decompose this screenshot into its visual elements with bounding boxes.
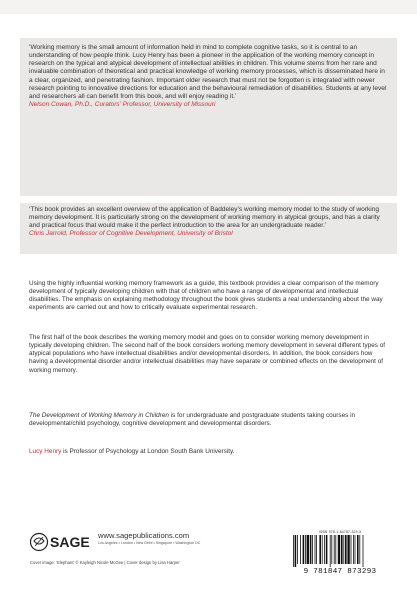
top-band	[0, 0, 417, 14]
audience-text: is for undergraduate and postgraduate students taking courses in developmental/child psychology, cognitive development and developmental disorders.	[29, 412, 356, 428]
quote-text: ‘Working memory is the small amount of information held in mind to complete cognitive tasks, so it is central to an understanding of how people think. Lucy Henry has been a pioneer in the application of the working memory concept in research on the typical and atypical development of intellectual abilities in children. This volume stems from her rare and invaluable combination of theoretical and practical knowledge of working memory processes, which is disseminated here in a clear, organized, and penetrating fashion. Important older research that must not be forgotten is integrated with newer research pointing to innovative directions for education and the behavioural remediation of disabilities. Students at any level and researchers all can benefit from this book, and will enjoy reading it.’	[29, 44, 387, 100]
cover-credits: Cover image: ‘Elephant’ © Kayleigh Nicole McGee | Cover design by Lisa Harper	[30, 560, 180, 565]
barcode-bar	[322, 535, 323, 564]
barcode-bar	[331, 535, 332, 564]
barcode-bar	[338, 535, 340, 564]
barcode-bar	[315, 535, 316, 564]
barcode-bar	[330, 535, 331, 567]
quote-attribution: Chris Jarrold, Professor of Cognitive Development, University of Bristol	[29, 230, 233, 238]
quote-block	[29, 206, 390, 239]
barcode-bar	[293, 535, 294, 567]
barcode-bar	[310, 535, 312, 564]
author-name: Lucy Henry	[29, 448, 62, 455]
barcode-bar	[297, 535, 298, 564]
publisher-url: www.sagepublications.com	[98, 531, 190, 540]
barcode-bar	[363, 535, 364, 567]
publisher-cities: Los Angeles • London • New Delhi • Singapore • Washington DC	[98, 541, 201, 545]
footer	[0, 520, 417, 600]
barcode-bar	[335, 535, 336, 564]
barcode-bar	[300, 535, 301, 564]
barcode-bar	[353, 535, 354, 564]
publisher-logo-text: SAGE	[50, 534, 90, 550]
barcode-bar	[334, 535, 335, 564]
isbn-label: ISBN 978-1-84787-329-3	[318, 530, 362, 534]
author-bio	[29, 448, 391, 456]
author-bio-text: is Professor of Psychology at London South Bank University.	[61, 448, 235, 455]
barcode-bar	[341, 535, 343, 564]
barcode-bar	[355, 535, 356, 564]
barcode-bar	[303, 535, 305, 564]
barcode-bar	[312, 535, 313, 564]
barcode-bars	[289, 535, 391, 567]
barcode-bar	[326, 535, 328, 564]
barcode-bar	[359, 535, 360, 564]
book-title: The Development of Working Memory in Children	[29, 412, 169, 419]
barcode-bar	[324, 535, 325, 564]
barcode	[287, 530, 393, 576]
description-paragraph-2: The first half of the book describes the working memory model and goes on to consider working memory development in typically developing children. The second half of the book considers working memory development in several different types of atypical populations who have intellectual disabilities and/or developmental disorders. In addition, the book considers how having a developmental disorder and/or intellectual disabilities may have separate or combined effects on the development of working memory.	[29, 334, 386, 374]
barcode-bar	[319, 535, 321, 564]
barcode-bar	[316, 535, 317, 564]
quote-attribution: Nelson Cowan, Ph.D., Curators’ Professor, University of Missouri	[29, 101, 216, 109]
sage-logo	[30, 532, 94, 552]
barcode-bar	[345, 535, 347, 564]
quote-panel-jarrold	[20, 203, 397, 254]
isbn-digits: 9 781847 873293	[303, 568, 377, 576]
barcode-bar	[307, 535, 309, 564]
barcode-bar	[347, 535, 349, 564]
barcode-bar	[343, 535, 344, 564]
quote-panel-cowan	[20, 38, 397, 196]
barcode-bar	[351, 535, 352, 564]
barcode-bar	[305, 535, 306, 564]
barcode-bar	[357, 535, 359, 564]
description-paragraph-1: Using the highly influential working memory framework as a guide, this textbook provides a clear comparison of the memory development of typically developing children with that of children who have a range of developmental and intellectual disabilities. The emphasis on explaining methodology throughout the book gives students a real understanding about the way experiments are carried out and how to critically evaluate experimental research.	[29, 280, 383, 312]
quote-block	[29, 44, 390, 109]
audience-paragraph	[29, 412, 391, 428]
quote-text: ‘This book provides an excellent overview of the application of Baddeley’s working memory model to the study of working memory development. It is particularly strong on the development of working memory in atypical groups, and has a clarity and practical focus that would make it the perfect introduction to the area for an undergraduate reader.’	[29, 206, 380, 230]
barcode-bar	[295, 535, 297, 567]
